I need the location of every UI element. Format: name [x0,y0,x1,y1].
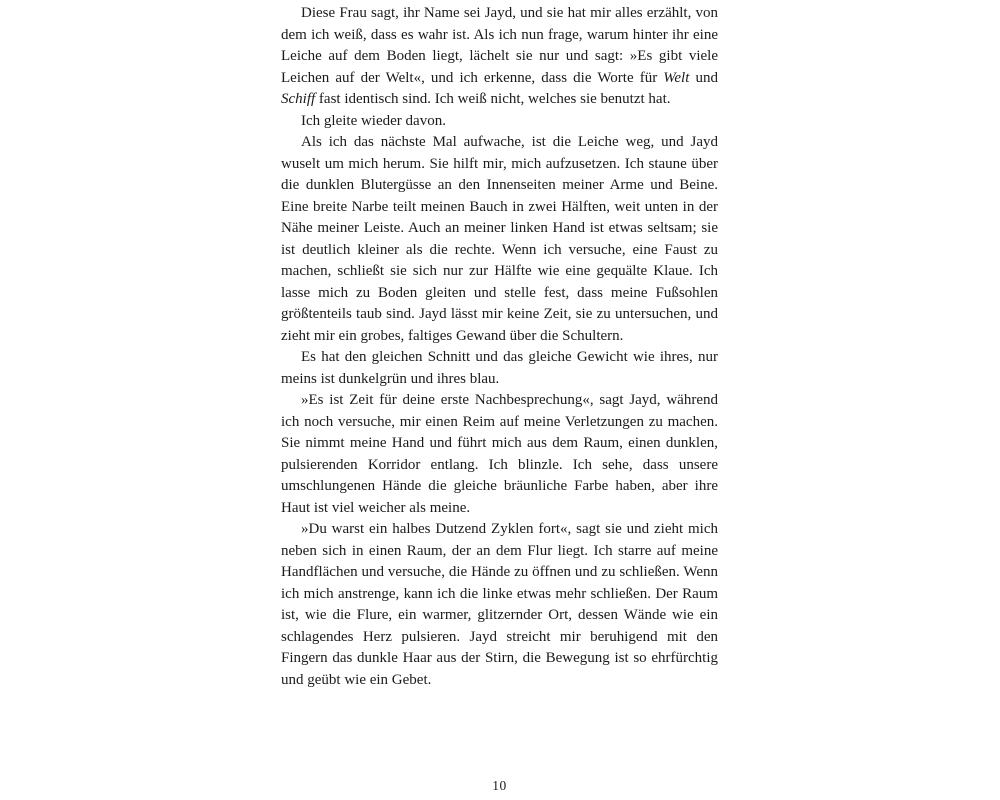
text-segment: fast identisch sind. Ich weiß nicht, welches sie benutzt hat. [315,91,671,107]
text-segment: Es hat den gleichen Schnitt und das gleiche Gewicht wie ihres, nur meins ist dunkelgrün und ihres blau. [281,349,718,387]
text-segment: »Du warst ein halbes Dutzend Zyklen fort«, sagt sie und zieht mich neben sich in einen Raum, der an dem Flur liegt. Ich starre auf meine Handflächen und versuche, die Hände zu öffnen und zu schließen. Wenn ich mich anstrenge, kann ich die linke etwas mehr schließen. Der Raum ist, wie die Flure, ein warmer, glitzernder Ort, dessen Wände wie ein schlagendes Herz pulsieren. Jayd streicht mir beruhigend mit den Fingern das dunkle Haar aus der Stirn, die Bewegung ist so ehrfürchtig und geübt wie ein Gebet. [281,521,718,688]
text-segment: Als ich das nächste Mal aufwache, ist die Leiche weg, und Jayd wuselt um mich herum. Sie hilft mir, mich aufzusetzen. Ich staune über die dunklen Blutergüsse an den Innenseiten meiner Arme und Beine. Eine breite Narbe teilt meinen Bauch in zwei Hälften, weit unten in der Nähe meiner Leiste. Auch an meiner linken Hand ist etwas seltsam; sie ist deutlich kleiner als die rechte. Wenn ich versuche, eine Faust zu machen, schließt sie sich nur zur Hälfte wie eine gequälte Klaue. Ich lasse mich zu Boden gleiten und stelle fest, dass meine Fußsohlen größtenteils taub sind. Jayd lässt mir keine Zeit, sie zu untersuchen, und zieht mir ein grobes, faltiges Gewand über die Schultern. [281,134,718,344]
italic-text-segment: Welt [663,69,690,86]
text-segment: Diese Frau sagt, ihr Name sei Jayd, und sie hat mir alles erzählt, von dem ich weiß, dass es wahr ist. Als ich nun frage, warum hinter ihr eine Leiche auf dem Boden liegt, lächelt sie nur und sagt: »Es gibt viele Leichen auf der Welt«, und ich erkenne, dass die Worte für [281,5,718,86]
italic-text-segment: Schiff [281,91,316,107]
paragraph [281,347,718,390]
text-segment: und [689,69,719,86]
paragraph [281,111,718,133]
text-segment: »Es ist Zeit für deine erste Nachbesprechung«, sagt Jayd, während ich noch versuche, mir einen Reim auf meine Verletzungen zu machen. Sie nimmt meine Hand und führt mich aus dem Raum, einen dunklen, pulsierenden Korridor entlang. Ich blinzle. Ich sehe, dass unsere umschlungenen Hände die gleiche bräunliche Farbe haben, aber ihre Haut ist viel weicher als meine. [281,392,718,516]
paragraph [281,3,718,111]
text-segment: Ich gleite wieder davon. [301,112,446,129]
paragraph [281,519,718,691]
text-block [281,3,718,691]
paragraph [281,132,718,347]
page-number: 10 [492,778,507,793]
paragraph [281,390,718,519]
